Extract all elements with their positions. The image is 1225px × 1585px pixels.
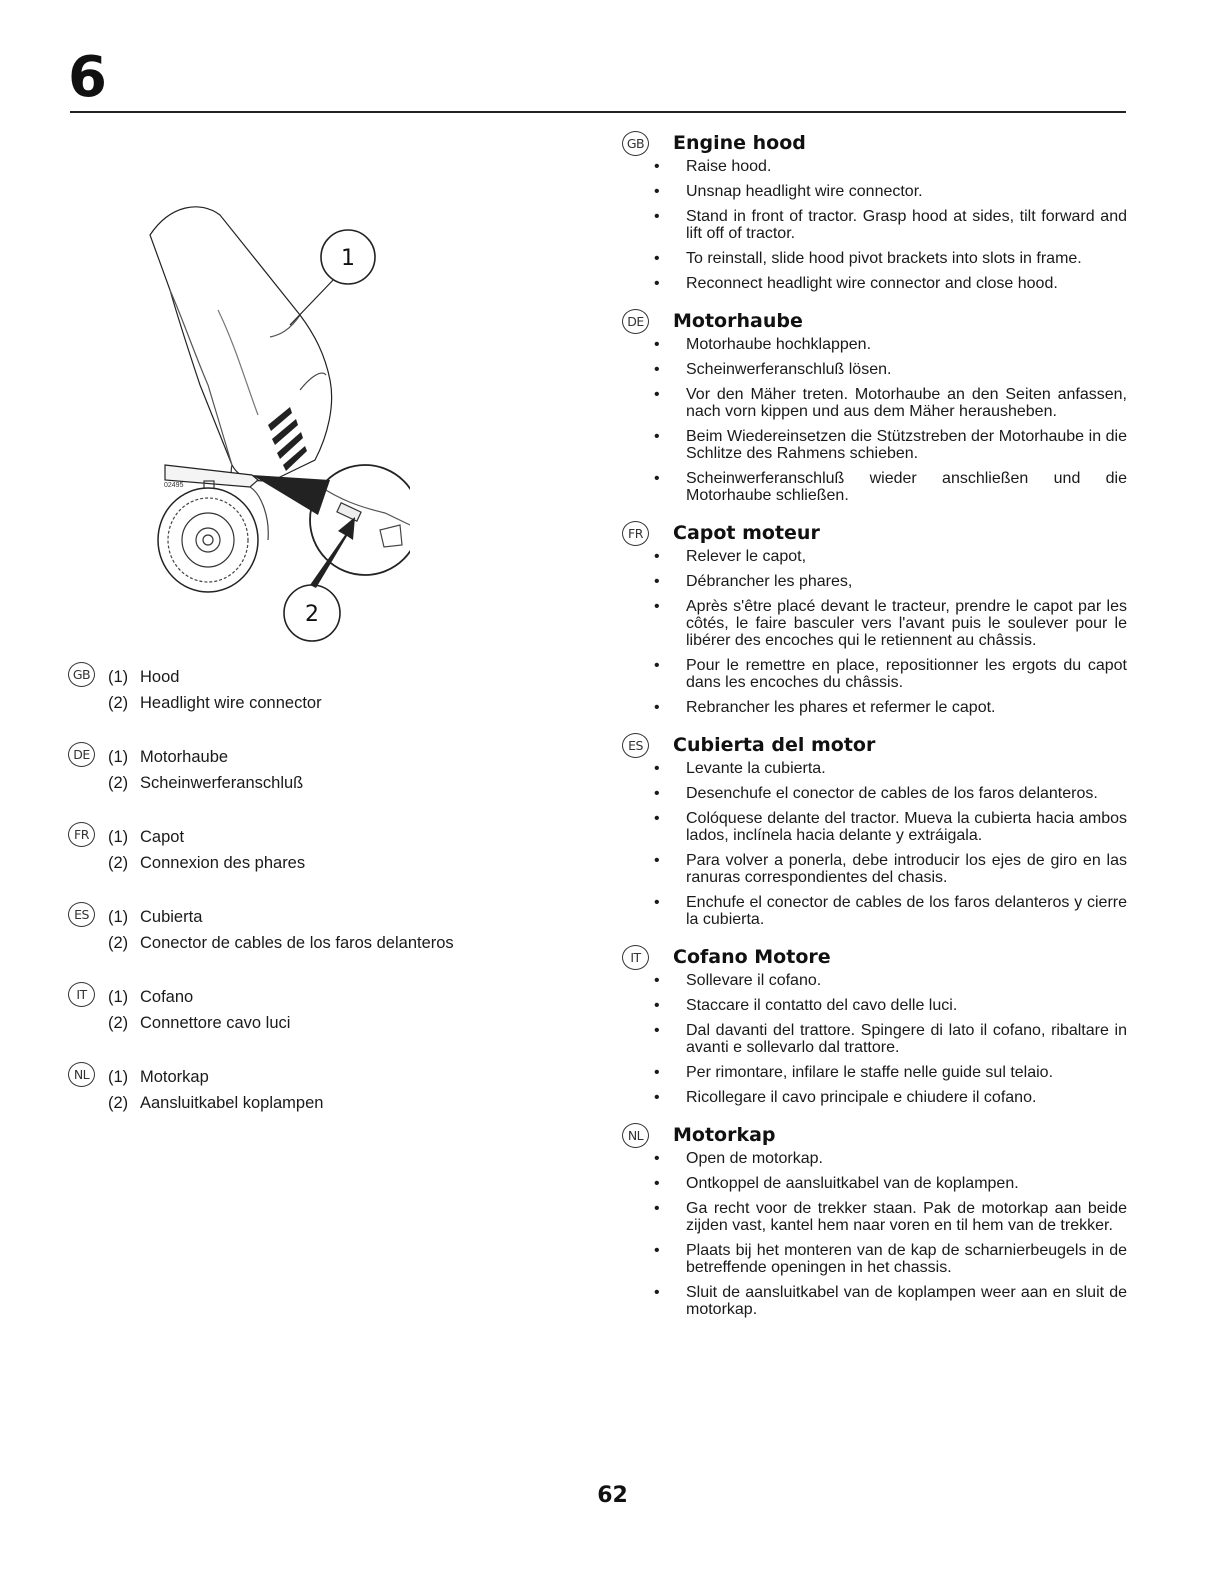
bullet-icon: • xyxy=(654,428,660,445)
bullet-icon: • xyxy=(654,657,660,674)
list-item-text: Sluit de aansluitkabel van de koplampen weer aan en sluit de motorkap. xyxy=(686,1284,1127,1318)
list-item xyxy=(622,657,1127,691)
list-item xyxy=(622,428,1127,462)
legend-label: Scheinwerferanschluß xyxy=(140,774,304,792)
section-es xyxy=(622,730,1127,928)
section-title: Cubierta del motor xyxy=(673,734,876,756)
list-item xyxy=(622,336,1127,353)
section-title: Capot moteur xyxy=(673,522,820,544)
list-item xyxy=(622,1200,1127,1234)
list-item-text: Rebrancher les phares et refermer le capot. xyxy=(686,699,996,716)
section-title: Motorhaube xyxy=(673,310,803,332)
list-item xyxy=(622,470,1127,504)
bullet-icon: • xyxy=(654,1150,660,1167)
section-de xyxy=(622,306,1127,504)
list-item xyxy=(622,1022,1127,1056)
bullet-icon: • xyxy=(654,470,660,487)
legend-label: Motorhaube xyxy=(140,748,229,766)
legend-number: (2) xyxy=(108,934,129,952)
bullet-icon: • xyxy=(654,598,660,615)
legend-fr xyxy=(68,822,568,902)
list-item-text: Scheinwerferanschluß wieder anschließen und die Motorhaube schließen. xyxy=(686,470,1127,504)
header-rule xyxy=(70,111,1126,113)
bullet-icon: • xyxy=(654,785,660,802)
section-fr xyxy=(622,518,1127,716)
list-item-text: Après s'être placé devant le tracteur, prendre le capot par les côtés, le faire basculer vers l'avant puis le soulever pour le libérer des encoches qui le retiennent au châssis. xyxy=(686,598,1127,649)
bullet-icon: • xyxy=(654,852,660,869)
list-item xyxy=(622,275,1127,292)
list-item xyxy=(622,760,1127,777)
legend-es xyxy=(68,902,568,982)
legend-label: Hood xyxy=(140,668,180,686)
bullet-icon: • xyxy=(654,158,660,175)
section-title: Cofano Motore xyxy=(673,946,831,968)
bullet-icon: • xyxy=(654,250,660,267)
instruction-list xyxy=(622,336,1127,504)
legend-number: (1) xyxy=(108,748,129,766)
list-item-text: Reconnect headlight wire connector and close hood. xyxy=(686,275,1058,292)
list-item-text: Para volver a ponerla, debe introducir los ejes de giro en las ranuras correspondientes del chasis. xyxy=(686,852,1127,886)
instruction-list xyxy=(622,760,1127,928)
list-item-text: Colóquese delante del tractor. Mueva la cubierta hacia ambos lados, inclínela hacia delante y extráigala. xyxy=(686,810,1127,844)
bullet-icon: • xyxy=(654,894,660,911)
bullet-icon: • xyxy=(654,386,660,403)
list-item xyxy=(622,598,1127,649)
instruction-list xyxy=(622,1150,1127,1318)
legend-nl xyxy=(68,1062,568,1142)
list-item xyxy=(622,1064,1127,1081)
list-item-text: Desenchufe el conector de cables de los faros delanteros. xyxy=(686,785,1098,802)
bullet-icon: • xyxy=(654,699,660,716)
section-nl xyxy=(622,1120,1127,1318)
bullet-icon: • xyxy=(654,1064,660,1081)
legend-label: Connettore cavo luci xyxy=(140,1014,291,1032)
legend-label: Capot xyxy=(140,828,185,846)
zoom-wedge xyxy=(252,475,330,515)
lang-badge-fr: FR xyxy=(622,521,649,546)
list-item-text: Plaats bij het monteren van de kap de scharnierbeugels in de betreffende openingen in het chassis. xyxy=(686,1242,1127,1276)
lang-badge-gb: GB xyxy=(68,662,95,687)
list-item xyxy=(622,1175,1127,1192)
legend-label: Conector de cables de los faros delanteros xyxy=(140,934,454,952)
list-item-text: Raise hood. xyxy=(686,158,772,175)
legend-it xyxy=(68,982,568,1062)
lang-badge-it: IT xyxy=(622,945,649,970)
list-item-text: Vor den Mäher treten. Motorhaube an den Seiten anfassen, nach vorn kippen und aus dem Mäher herausheben. xyxy=(686,386,1127,420)
list-item-text: Motorhaube hochklappen. xyxy=(686,336,872,353)
section-it xyxy=(622,942,1127,1106)
list-item xyxy=(622,997,1127,1014)
list-item xyxy=(622,810,1127,844)
list-item xyxy=(622,573,1127,590)
list-item-text: Dal davanti del trattore. Spingere di lato il cofano, ribaltare in avanti e sollevarlo dal trattore. xyxy=(686,1022,1127,1056)
lang-badge-nl: NL xyxy=(68,1062,95,1087)
lang-badge-fr: FR xyxy=(68,822,95,847)
legend-label: Headlight wire connector xyxy=(140,694,322,712)
callout-1-leader xyxy=(290,277,336,325)
list-item xyxy=(622,548,1127,565)
legend-gb xyxy=(68,662,568,742)
legend-number: (1) xyxy=(108,988,129,1006)
list-item xyxy=(622,183,1127,200)
bullet-icon: • xyxy=(654,208,660,225)
callout-1-label: 1 xyxy=(341,246,355,271)
bullet-icon: • xyxy=(654,548,660,565)
list-item-text: Ricollegare il cavo principale e chiudere il cofano. xyxy=(686,1089,1037,1106)
lang-badge-es: ES xyxy=(68,902,95,927)
list-item-text: Enchufe el conector de cables de los faros delanteros y cierre la cubierta. xyxy=(686,894,1127,928)
section-header xyxy=(622,942,1127,972)
list-item-text: Pour le remettre en place, repositionner les ergots du capot dans les encoches du châssis. xyxy=(686,657,1127,691)
list-item-text: Sollevare il cofano. xyxy=(686,972,822,989)
list-item xyxy=(622,1150,1127,1167)
section-title: Engine hood xyxy=(673,132,806,154)
parts-legend xyxy=(68,662,568,1142)
list-item-text: Scheinwerferanschluß lösen. xyxy=(686,361,892,378)
legend-number: (1) xyxy=(108,668,129,686)
lang-badge-gb: GB xyxy=(622,131,649,156)
bullet-icon: • xyxy=(654,1089,660,1106)
legend-number: (1) xyxy=(108,1068,129,1086)
lang-badge-es: ES xyxy=(622,733,649,758)
instruction-list xyxy=(622,972,1127,1106)
hood-removal-illustration xyxy=(140,195,410,655)
list-item xyxy=(622,250,1127,267)
legend-label: Aansluitkabel koplampen xyxy=(140,1094,324,1112)
list-item xyxy=(622,1284,1127,1318)
bullet-icon: • xyxy=(654,760,660,777)
instruction-sections xyxy=(622,128,1127,1332)
instruction-list xyxy=(622,548,1127,716)
list-item-text: Beim Wiedereinsetzen die Stützstreben der Motorhaube in die Schlitze des Rahmens schieben. xyxy=(686,428,1127,462)
lang-badge-it: IT xyxy=(68,982,95,1007)
legend-number: (2) xyxy=(108,854,129,872)
instruction-list xyxy=(622,158,1127,292)
bullet-icon: • xyxy=(654,336,660,353)
legend-number: (2) xyxy=(108,774,129,792)
legend-number: (1) xyxy=(108,908,129,926)
bullet-icon: • xyxy=(654,1242,660,1259)
list-item-text: Staccare il contatto del cavo delle luci. xyxy=(686,997,958,1014)
list-item xyxy=(622,386,1127,420)
section-header xyxy=(622,518,1127,548)
part-code: 02495 xyxy=(164,482,184,489)
list-item-text: Ontkoppel de aansluitkabel van de koplampen. xyxy=(686,1175,1019,1192)
bullet-icon: • xyxy=(654,275,660,292)
lang-badge-de: DE xyxy=(622,309,649,334)
bullet-icon: • xyxy=(654,573,660,590)
front-wheel xyxy=(158,488,258,592)
page-number: 62 xyxy=(597,1483,628,1508)
list-item xyxy=(622,208,1127,242)
legend-de xyxy=(68,742,568,822)
list-item xyxy=(622,894,1127,928)
legend-label: Cubierta xyxy=(140,908,203,926)
list-item-text: Stand in front of tractor. Grasp hood at sides, tilt forward and lift off of tractor. xyxy=(686,208,1127,242)
list-item-text: Débrancher les phares, xyxy=(686,573,853,590)
section-header xyxy=(622,306,1127,336)
list-item-text: Ga recht voor de trekker staan. Pak de motorkap aan beide zijden vast, kantel hem naar voren en til hem van de trekker. xyxy=(686,1200,1127,1234)
legend-number: (1) xyxy=(108,828,129,846)
list-item xyxy=(622,1242,1127,1276)
list-item xyxy=(622,158,1127,175)
lang-badge-de: DE xyxy=(68,742,95,767)
bullet-icon: • xyxy=(654,997,660,1014)
list-item-text: To reinstall, slide hood pivot brackets into slots in frame. xyxy=(686,250,1082,267)
section-gb xyxy=(622,128,1127,292)
legend-number: (2) xyxy=(108,694,129,712)
section-header xyxy=(622,1120,1127,1150)
legend-number: (2) xyxy=(108,1014,129,1032)
list-item xyxy=(622,785,1127,802)
legend-number: (2) xyxy=(108,1094,129,1112)
bullet-icon: • xyxy=(654,361,660,378)
list-item xyxy=(622,699,1127,716)
bullet-icon: • xyxy=(654,972,660,989)
list-item-text: Relever le capot, xyxy=(686,548,807,565)
list-item xyxy=(622,361,1127,378)
callout-2-label: 2 xyxy=(305,602,319,627)
bullet-icon: • xyxy=(654,1022,660,1039)
hood-outline xyxy=(150,207,332,481)
list-item xyxy=(622,1089,1127,1106)
list-item xyxy=(622,852,1127,886)
section-header xyxy=(622,128,1127,158)
bullet-icon: • xyxy=(654,1200,660,1217)
section-title: Motorkap xyxy=(673,1124,776,1146)
bullet-icon: • xyxy=(654,1284,660,1301)
legend-label: Cofano xyxy=(140,988,194,1006)
bullet-icon: • xyxy=(654,183,660,200)
section-header xyxy=(622,730,1127,760)
list-item xyxy=(622,972,1127,989)
bullet-icon: • xyxy=(654,1175,660,1192)
lang-badge-nl: NL xyxy=(622,1123,649,1148)
legend-label: Connexion des phares xyxy=(140,854,306,872)
list-item-text: Unsnap headlight wire connector. xyxy=(686,183,923,200)
list-item-text: Per rimontare, infilare le staffe nelle guide sul telaio. xyxy=(686,1064,1054,1081)
chapter-number: 6 xyxy=(68,45,107,110)
legend-label: Motorkap xyxy=(140,1068,209,1086)
list-item-text: Levante la cubierta. xyxy=(686,760,826,777)
bullet-icon: • xyxy=(654,810,660,827)
list-item-text: Open de motorkap. xyxy=(686,1150,823,1167)
